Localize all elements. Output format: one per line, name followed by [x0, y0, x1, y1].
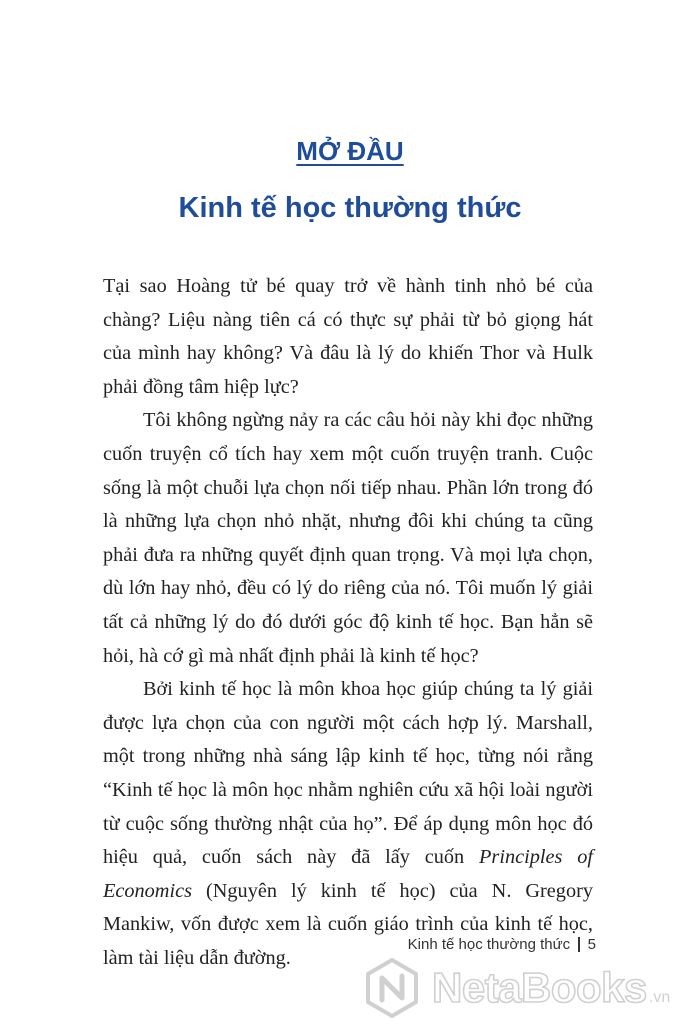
watermark-brand: NetaBooks [432, 964, 647, 1011]
watermark [360, 953, 670, 1023]
paragraph-2: Tôi không ngừng nảy ra các câu hỏi này khi đọc những cuốn truyện cổ tích hay xem một cuốn truyện tranh. Cuộc sống là một chuỗi lựa chọn nối tiếp nhau. Phần lớn trong đó là những lựa chọn nhỏ nhặt, nhưng đôi khi chúng ta cũng phải đưa ra những quyết định quan trọng. Và mọi lựa chọn, dù lớn hay nhỏ, đều có lý do riêng của nó. Tôi muốn lý giải tất cả những lý do đó dưới góc độ kinh tế học. Bạn hẳn sẽ hỏi, hà cớ gì mà nhất định phải là kinh tế học? [103, 409, 593, 667]
section-label: MỞ ĐẦU [296, 136, 404, 166]
body-text [103, 270, 593, 975]
running-footer [408, 936, 596, 953]
book-title-italic: Principles of Economics [103, 846, 594, 902]
netabooks-logo-icon [360, 956, 424, 1020]
paragraph-1: Tại sao Hoàng tử bé quay trở về hành tinh nhỏ bé của chàng? Liệu nàng tiên cá có thực sự phải từ bỏ giọng hát của mình hay không? Và đâu là lý do khiến Thor và Hulk phải đồng tâm hiệp lực? [103, 275, 593, 398]
watermark-tld: .vn [648, 989, 671, 1006]
running-title: Kinh tế học thường thức [407, 936, 571, 953]
chapter-title: Kinh tế học thường thức [178, 192, 522, 224]
paragraph-3-text-after: (Nguyên lý kinh tế học) của N. Gregory Mankiw, vốn được xem là cuốn giáo trình của kinh tế học, làm tài liệu dẫn đường. [103, 879, 593, 969]
paragraph-3 [103, 673, 593, 975]
page-number: 5 [587, 936, 596, 953]
paragraph-3-text-before: Bởi kinh tế học là môn khoa học giúp chúng ta lý giải được lựa chọn của con người một cách hợp lý. Marshall, một trong những nhà sáng lập kinh tế học, từng nói rằng “Kinh tế học là môn học nhằm nghiên cứu xã hội loài người từ cuộc sống thường nhật của họ”. Để áp dụng môn học đó hiệu quả, cuốn sách này đã lấy cuốn [103, 678, 593, 869]
footer-separator [578, 937, 580, 952]
